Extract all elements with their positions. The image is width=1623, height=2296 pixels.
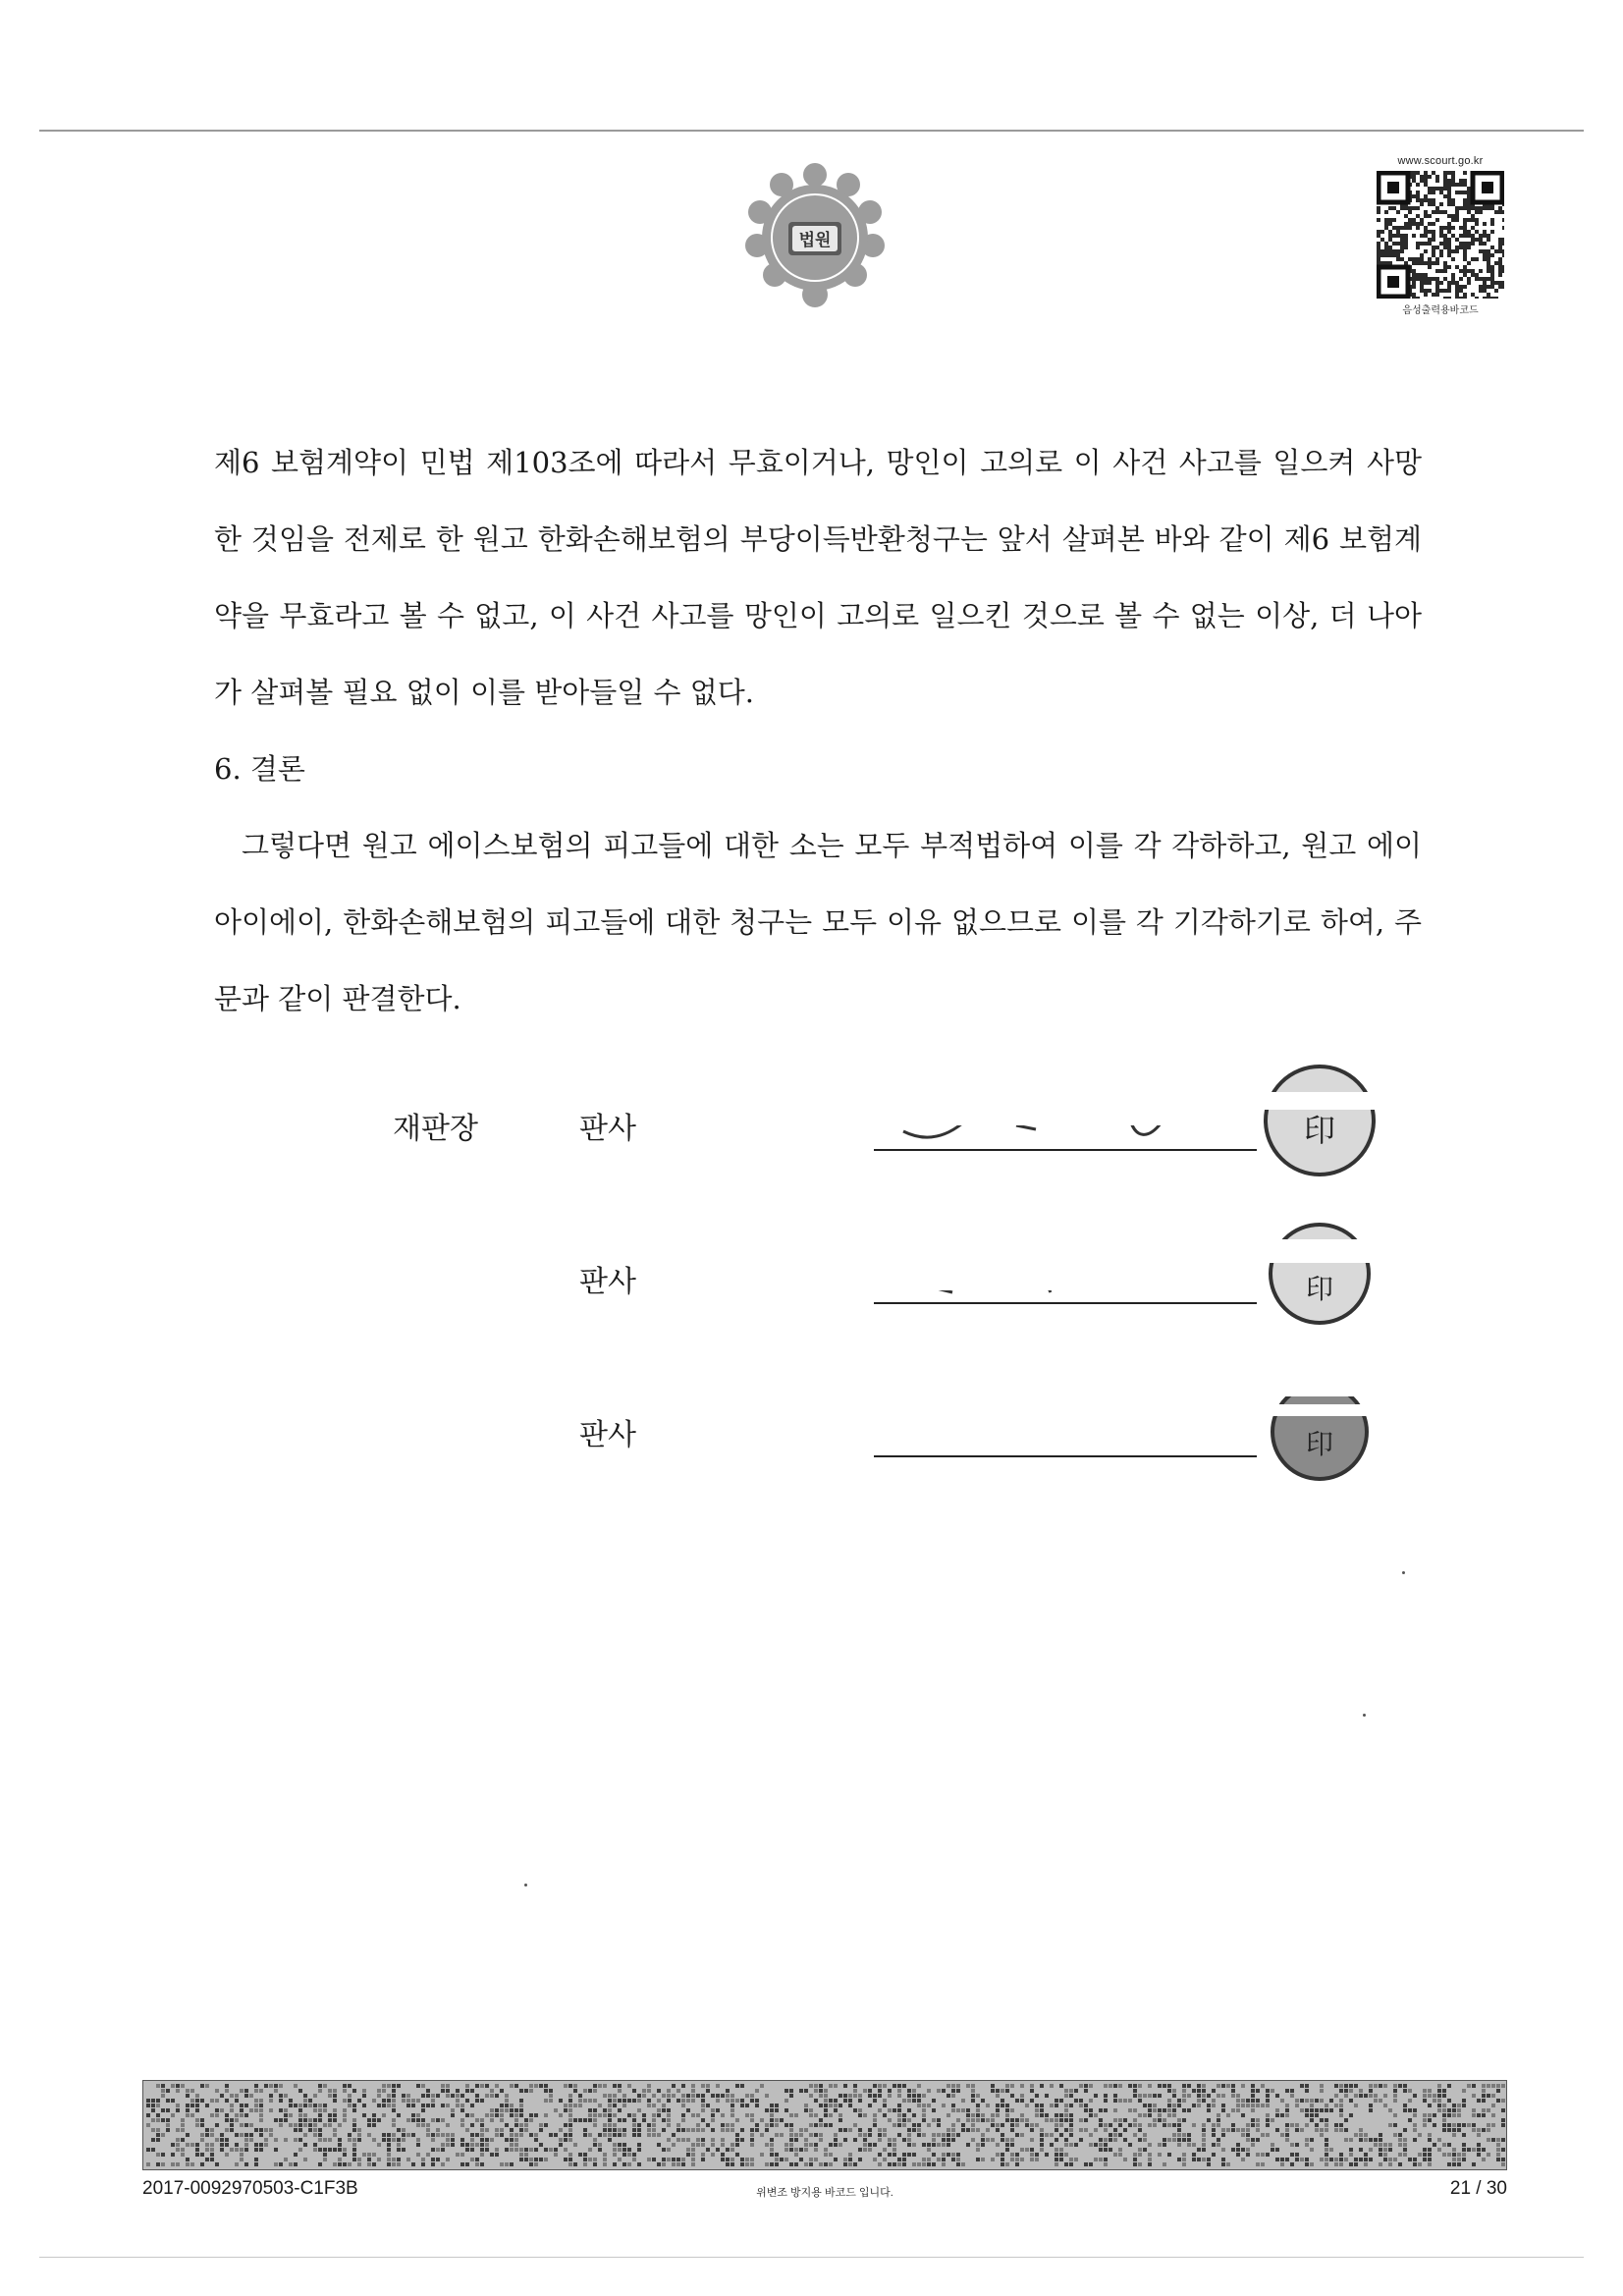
qr-url: www.scourt.go.kr — [1397, 155, 1484, 167]
scan-speck — [1363, 1714, 1366, 1717]
svg-text:印: 印 — [1303, 1112, 1336, 1149]
signature-line — [874, 1455, 1257, 1457]
top-rule — [39, 130, 1584, 132]
qr-code-icon — [1377, 171, 1504, 299]
qr-block — [1373, 155, 1508, 316]
scan-speck — [1402, 1571, 1405, 1574]
qr-caption: 음성출력용바코드 — [1402, 305, 1479, 316]
judgment-body — [214, 424, 1422, 1037]
anti-forgery-barcode-icon — [142, 2080, 1507, 2170]
signature-row-presiding — [0, 1061, 1623, 1178]
judge-role: 판사 — [579, 1112, 636, 1146]
page-footer — [142, 2178, 1507, 2208]
scan-speck — [524, 1884, 527, 1886]
judge-role-2: 판사 — [579, 1265, 636, 1299]
section-heading: 6. 결론 — [214, 752, 305, 786]
judge-role-3: 판사 — [579, 1418, 636, 1452]
presiding-title: 재판장 — [393, 1112, 478, 1146]
signature-row-judge-3 — [0, 1367, 1623, 1485]
svg-text:印: 印 — [1305, 1273, 1334, 1305]
judge-seal-icon — [1262, 1063, 1378, 1178]
emblem-label: 법원 — [798, 231, 832, 250]
court-emblem-icon — [741, 159, 889, 311]
svg-text:印: 印 — [1305, 1428, 1334, 1460]
signature-line — [874, 1302, 1257, 1304]
judge-seal-icon — [1262, 1369, 1378, 1485]
judge-seal-icon — [1262, 1216, 1378, 1332]
page-number: 21 / 30 — [1449, 2178, 1507, 2199]
paragraph-1: 제6 보험계약이 민법 제103조에 따라서 무효이거나, 망인이 고의로 이 사건 사고를 일으켜 사망한 것임을 전제로 한 원고 한화손해보험의 부당이득반환청구는 앞서 살펴본 바와 같이 제6 보험계약을 무효라고 볼 수 없고, 이 사건 사고를 망인이 고의로 일으킨 것으로 볼 수 없는 이상, 더 나아가 살펴볼 필요 없이 이를 받아들일 수 없다. — [214, 446, 1422, 709]
signature-row-judge-2 — [0, 1214, 1623, 1332]
bottom-rule — [39, 2257, 1584, 2258]
document-id: 2017-0092970503-C1F3B — [142, 2178, 358, 2199]
signature-line — [874, 1149, 1257, 1151]
paragraph-2: 그렇다면 원고 에이스보험의 피고들에 대한 소는 모두 부적법하여 이를 각 각하하고, 원고 에이아이에이, 한화손해보험의 피고들에 대한 청구는 모두 이유 없으므로 이를 각 기각하기로 하여, 주문과 같이 판결한다. — [214, 829, 1422, 1015]
barcode-note: 위변조 방지용 바코드 입니다. — [756, 2187, 893, 2199]
